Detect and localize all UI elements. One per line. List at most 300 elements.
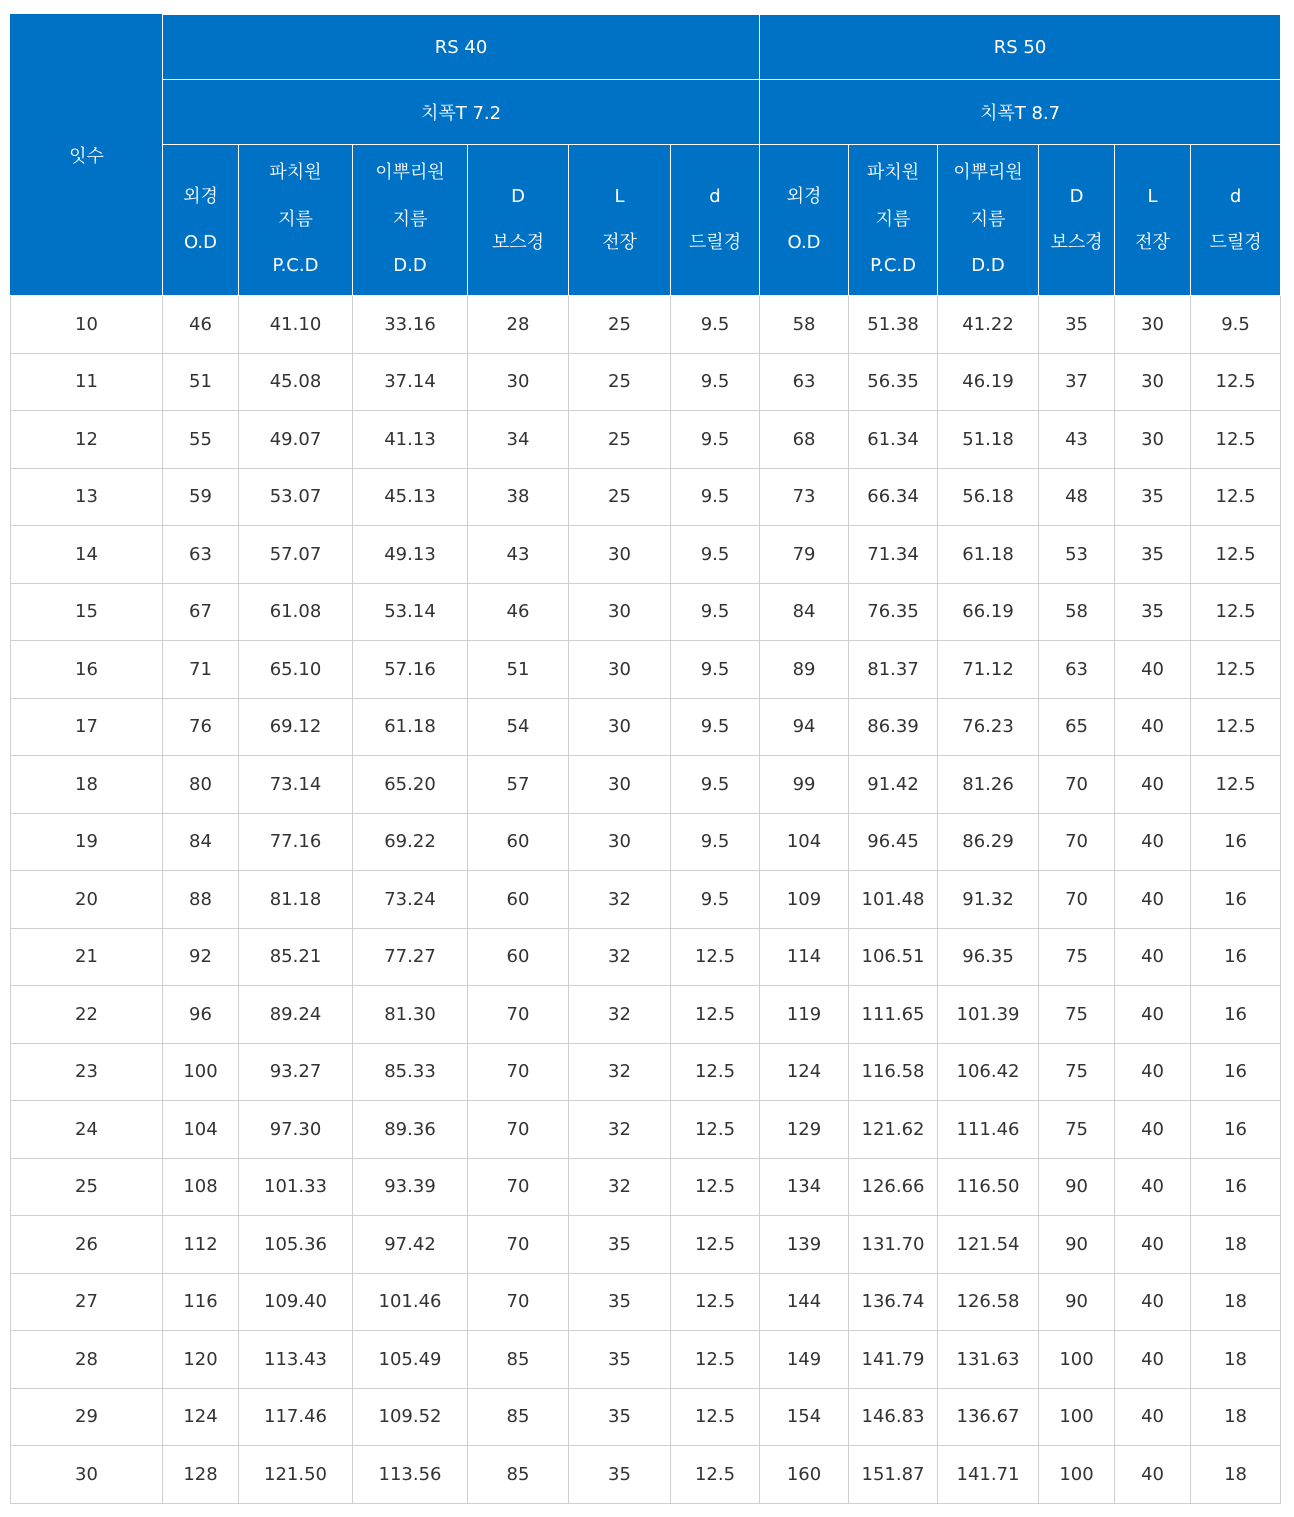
rs40-pitch-diameter-cell: 89.24 xyxy=(239,986,353,1044)
rs50-drill-diameter-cell: 12.5 xyxy=(1191,583,1281,641)
teeth-count-cell: 10 xyxy=(11,296,163,354)
table-row xyxy=(11,1158,1281,1216)
rs40-total-length-cell: 30 xyxy=(569,756,671,814)
table-row xyxy=(11,871,1281,929)
rs40-outer-diameter-cell: 84 xyxy=(163,813,239,871)
rs40-outer-diameter-cell: 63 xyxy=(163,526,239,584)
rs50-root-diameter-cell: 46.19 xyxy=(938,353,1039,411)
rs50-total-length-cell: 40 xyxy=(1115,641,1191,699)
rs50-outer-diameter-cell: 149 xyxy=(760,1331,849,1389)
rs40-pitch-diameter-cell: 57.07 xyxy=(239,526,353,584)
rs40-drill-diameter-cell: 9.5 xyxy=(671,813,760,871)
rs50-boss-diameter-cell: 65 xyxy=(1039,698,1115,756)
rs50-tooth-width-header: 치폭T 8.7 xyxy=(760,80,1281,145)
rs50-pitch-diameter-cell: 146.83 xyxy=(849,1388,938,1446)
rs50-outer-diameter-cell: 79 xyxy=(760,526,849,584)
rs40-root-diameter-cell: 101.46 xyxy=(353,1273,468,1331)
rs40-root-diameter-cell: 49.13 xyxy=(353,526,468,584)
rs40-total-length-cell: 35 xyxy=(569,1446,671,1504)
rs40-root-diameter-cell: 109.52 xyxy=(353,1388,468,1446)
rs50-root-diameter-cell: 106.42 xyxy=(938,1043,1039,1101)
rs40-total-length-cell: 32 xyxy=(569,871,671,929)
rs50-outer-diameter-cell: 73 xyxy=(760,468,849,526)
rs40-total-length-cell: 35 xyxy=(569,1216,671,1274)
rs50-boss-diameter-cell: 70 xyxy=(1039,813,1115,871)
rs50-root-diameter-cell: 101.39 xyxy=(938,986,1039,1044)
rs40-total-length-cell: 30 xyxy=(569,583,671,641)
table-row xyxy=(11,1446,1281,1504)
rs40-drill-diameter-cell: 9.5 xyxy=(671,871,760,929)
rs40-drill-diameter-cell: 12.5 xyxy=(671,1043,760,1101)
rs40-total-length-cell: 25 xyxy=(569,353,671,411)
rs50-outer-diameter-header: 외경 O.D xyxy=(760,145,849,296)
rs50-boss-diameter-cell: 58 xyxy=(1039,583,1115,641)
rs40-outer-diameter-cell: 92 xyxy=(163,928,239,986)
rs50-outer-diameter-cell: 58 xyxy=(760,296,849,354)
rs40-root-diameter-cell: 33.16 xyxy=(353,296,468,354)
rs50-total-length-cell: 35 xyxy=(1115,526,1191,584)
rs50-drill-diameter-cell: 12.5 xyxy=(1191,468,1281,526)
rs40-outer-diameter-cell: 104 xyxy=(163,1101,239,1159)
table-header xyxy=(11,15,1281,296)
rs50-drill-diameter-cell: 12.5 xyxy=(1191,698,1281,756)
rs40-root-diameter-cell: 93.39 xyxy=(353,1158,468,1216)
rs40-root-diameter-cell: 53.14 xyxy=(353,583,468,641)
table-row xyxy=(11,1216,1281,1274)
table-row xyxy=(11,813,1281,871)
rs40-outer-diameter-cell: 116 xyxy=(163,1273,239,1331)
rs50-total-length-cell: 40 xyxy=(1115,1273,1191,1331)
rs50-pitch-diameter-cell: 61.34 xyxy=(849,411,938,469)
rs40-drill-diameter-cell: 9.5 xyxy=(671,468,760,526)
rs40-outer-diameter-cell: 71 xyxy=(163,641,239,699)
rs40-pitch-diameter-cell: 65.10 xyxy=(239,641,353,699)
rs50-drill-diameter-cell: 12.5 xyxy=(1191,756,1281,814)
table-row xyxy=(11,641,1281,699)
rs40-pitch-diameter-cell: 81.18 xyxy=(239,871,353,929)
teeth-count-cell: 19 xyxy=(11,813,163,871)
rs40-root-diameter-cell: 113.56 xyxy=(353,1446,468,1504)
rs50-root-diameter-cell: 41.22 xyxy=(938,296,1039,354)
rs40-pitch-diameter-cell: 77.16 xyxy=(239,813,353,871)
rs40-root-diameter-cell: 41.13 xyxy=(353,411,468,469)
rs50-root-diameter-cell: 116.50 xyxy=(938,1158,1039,1216)
rs50-boss-diameter-cell: 48 xyxy=(1039,468,1115,526)
rs40-total-length-cell: 32 xyxy=(569,1158,671,1216)
table-row xyxy=(11,468,1281,526)
rs50-total-length-cell: 40 xyxy=(1115,1331,1191,1389)
rs40-drill-diameter-cell: 9.5 xyxy=(671,756,760,814)
rs40-total-length-cell: 30 xyxy=(569,526,671,584)
table-row xyxy=(11,353,1281,411)
rs50-drill-diameter-cell: 16 xyxy=(1191,1158,1281,1216)
rs40-pitch-diameter-cell: 73.14 xyxy=(239,756,353,814)
rs40-drill-diameter-cell: 12.5 xyxy=(671,1216,760,1274)
teeth-count-cell: 14 xyxy=(11,526,163,584)
rs40-drill-diameter-cell: 9.5 xyxy=(671,353,760,411)
table-row xyxy=(11,1388,1281,1446)
table-row xyxy=(11,928,1281,986)
rs40-total-length-cell: 30 xyxy=(569,698,671,756)
rs50-outer-diameter-cell: 154 xyxy=(760,1388,849,1446)
rs50-total-length-cell: 40 xyxy=(1115,871,1191,929)
table-row xyxy=(11,756,1281,814)
spec-table-container xyxy=(10,14,1280,1504)
rs40-pitch-diameter-cell: 117.46 xyxy=(239,1388,353,1446)
teeth-count-cell: 24 xyxy=(11,1101,163,1159)
rs50-root-diameter-cell: 141.71 xyxy=(938,1446,1039,1504)
teeth-count-cell: 12 xyxy=(11,411,163,469)
rs40-total-length-cell: 35 xyxy=(569,1273,671,1331)
rs50-outer-diameter-cell: 63 xyxy=(760,353,849,411)
rs50-total-length-cell: 40 xyxy=(1115,928,1191,986)
teeth-count-cell: 17 xyxy=(11,698,163,756)
rs40-boss-diameter-cell: 28 xyxy=(468,296,569,354)
teeth-count-cell: 11 xyxy=(11,353,163,411)
rs50-boss-diameter-cell: 90 xyxy=(1039,1273,1115,1331)
rs50-drill-diameter-header: d 드릴경 xyxy=(1191,145,1281,296)
rs50-total-length-cell: 40 xyxy=(1115,813,1191,871)
rs40-drill-diameter-cell: 9.5 xyxy=(671,526,760,584)
rs50-pitch-diameter-cell: 151.87 xyxy=(849,1446,938,1504)
rs50-outer-diameter-cell: 94 xyxy=(760,698,849,756)
table-row xyxy=(11,583,1281,641)
teeth-count-cell: 26 xyxy=(11,1216,163,1274)
rs50-pitch-diameter-cell: 126.66 xyxy=(849,1158,938,1216)
table-row xyxy=(11,526,1281,584)
rs50-total-length-cell: 40 xyxy=(1115,756,1191,814)
rs40-total-length-cell: 25 xyxy=(569,468,671,526)
rs40-pitch-diameter-cell: 41.10 xyxy=(239,296,353,354)
rs40-pitch-diameter-cell: 121.50 xyxy=(239,1446,353,1504)
rs50-boss-diameter-cell: 100 xyxy=(1039,1331,1115,1389)
table-row xyxy=(11,411,1281,469)
rs50-boss-diameter-cell: 63 xyxy=(1039,641,1115,699)
rs40-root-diameter-cell: 65.20 xyxy=(353,756,468,814)
rs40-boss-diameter-cell: 85 xyxy=(468,1388,569,1446)
rs40-outer-diameter-cell: 112 xyxy=(163,1216,239,1274)
rs50-root-diameter-cell: 76.23 xyxy=(938,698,1039,756)
rs40-outer-diameter-cell: 51 xyxy=(163,353,239,411)
rs40-pitch-diameter-cell: 97.30 xyxy=(239,1101,353,1159)
rs50-boss-diameter-cell: 90 xyxy=(1039,1158,1115,1216)
teeth-count-cell: 20 xyxy=(11,871,163,929)
rs50-outer-diameter-cell: 68 xyxy=(760,411,849,469)
rs50-boss-diameter-cell: 75 xyxy=(1039,1043,1115,1101)
rs50-root-diameter-cell: 51.18 xyxy=(938,411,1039,469)
rs50-outer-diameter-cell: 160 xyxy=(760,1446,849,1504)
rs50-boss-diameter-cell: 75 xyxy=(1039,928,1115,986)
rs40-boss-diameter-cell: 46 xyxy=(468,583,569,641)
rs50-outer-diameter-cell: 144 xyxy=(760,1273,849,1331)
rs40-outer-diameter-cell: 80 xyxy=(163,756,239,814)
rs40-total-length-cell: 30 xyxy=(569,641,671,699)
teeth-count-header: 잇수 xyxy=(11,15,163,296)
rs50-total-length-cell: 40 xyxy=(1115,1101,1191,1159)
rs40-drill-diameter-cell: 9.5 xyxy=(671,583,760,641)
rs40-drill-diameter-cell: 12.5 xyxy=(671,928,760,986)
rs40-boss-diameter-cell: 60 xyxy=(468,813,569,871)
rs40-outer-diameter-cell: 124 xyxy=(163,1388,239,1446)
teeth-count-cell: 29 xyxy=(11,1388,163,1446)
rs50-outer-diameter-cell: 109 xyxy=(760,871,849,929)
rs50-total-length-cell: 40 xyxy=(1115,1158,1191,1216)
rs40-boss-diameter-cell: 70 xyxy=(468,1101,569,1159)
rs50-outer-diameter-cell: 119 xyxy=(760,986,849,1044)
rs50-boss-diameter-cell: 70 xyxy=(1039,756,1115,814)
rs50-drill-diameter-cell: 12.5 xyxy=(1191,411,1281,469)
rs40-boss-diameter-cell: 70 xyxy=(468,1043,569,1101)
rs40-outer-diameter-cell: 67 xyxy=(163,583,239,641)
rs50-drill-diameter-cell: 18 xyxy=(1191,1388,1281,1446)
rs50-total-length-cell: 40 xyxy=(1115,1388,1191,1446)
rs50-drill-diameter-cell: 18 xyxy=(1191,1216,1281,1274)
rs40-drill-diameter-cell: 12.5 xyxy=(671,1158,760,1216)
rs40-outer-diameter-cell: 88 xyxy=(163,871,239,929)
rs50-drill-diameter-cell: 16 xyxy=(1191,813,1281,871)
rs40-boss-diameter-cell: 34 xyxy=(468,411,569,469)
rs50-total-length-cell: 40 xyxy=(1115,698,1191,756)
rs50-root-diameter-cell: 61.18 xyxy=(938,526,1039,584)
rs40-outer-diameter-cell: 100 xyxy=(163,1043,239,1101)
rs40-total-length-cell: 32 xyxy=(569,1101,671,1159)
rs50-outer-diameter-cell: 84 xyxy=(760,583,849,641)
rs40-total-length-cell: 25 xyxy=(569,411,671,469)
rs50-boss-diameter-cell: 43 xyxy=(1039,411,1115,469)
rs40-drill-diameter-cell: 9.5 xyxy=(671,698,760,756)
rs40-boss-diameter-cell: 60 xyxy=(468,928,569,986)
rs50-total-length-cell: 40 xyxy=(1115,1043,1191,1101)
rs50-root-diameter-cell: 81.26 xyxy=(938,756,1039,814)
rs40-boss-diameter-cell: 54 xyxy=(468,698,569,756)
rs40-boss-diameter-cell: 85 xyxy=(468,1331,569,1389)
rs40-pitch-diameter-cell: 85.21 xyxy=(239,928,353,986)
rs50-pitch-diameter-cell: 96.45 xyxy=(849,813,938,871)
rs50-pitch-diameter-cell: 66.34 xyxy=(849,468,938,526)
rs40-total-length-cell: 35 xyxy=(569,1331,671,1389)
rs50-outer-diameter-cell: 129 xyxy=(760,1101,849,1159)
rs40-pitch-diameter-cell: 49.07 xyxy=(239,411,353,469)
rs40-drill-diameter-header: d 드릴경 xyxy=(671,145,760,296)
rs50-drill-diameter-cell: 12.5 xyxy=(1191,641,1281,699)
teeth-count-cell: 18 xyxy=(11,756,163,814)
rs40-outer-diameter-cell: 59 xyxy=(163,468,239,526)
table-row xyxy=(11,1273,1281,1331)
rs50-root-diameter-cell: 91.32 xyxy=(938,871,1039,929)
rs50-pitch-diameter-cell: 106.51 xyxy=(849,928,938,986)
rs50-root-diameter-cell: 56.18 xyxy=(938,468,1039,526)
rs40-total-length-cell: 32 xyxy=(569,986,671,1044)
rs40-drill-diameter-cell: 12.5 xyxy=(671,1446,760,1504)
rs50-drill-diameter-cell: 12.5 xyxy=(1191,353,1281,411)
rs50-drill-diameter-cell: 12.5 xyxy=(1191,526,1281,584)
rs50-total-length-cell: 30 xyxy=(1115,296,1191,354)
rs40-pitch-diameter-cell: 69.12 xyxy=(239,698,353,756)
rs40-pitch-diameter-cell: 101.33 xyxy=(239,1158,353,1216)
rs50-root-diameter-cell: 71.12 xyxy=(938,641,1039,699)
rs50-root-diameter-cell: 66.19 xyxy=(938,583,1039,641)
rs40-boss-diameter-cell: 70 xyxy=(468,1216,569,1274)
rs40-pitch-diameter-header: 파치원 지름 P.C.D xyxy=(239,145,353,296)
rs50-root-diameter-cell: 121.54 xyxy=(938,1216,1039,1274)
rs40-drill-diameter-cell: 12.5 xyxy=(671,1273,760,1331)
rs40-pitch-diameter-cell: 113.43 xyxy=(239,1331,353,1389)
rs40-root-diameter-cell: 89.36 xyxy=(353,1101,468,1159)
teeth-count-cell: 16 xyxy=(11,641,163,699)
rs40-pitch-diameter-cell: 53.07 xyxy=(239,468,353,526)
rs40-total-length-cell: 35 xyxy=(569,1388,671,1446)
rs40-root-diameter-cell: 37.14 xyxy=(353,353,468,411)
rs50-total-length-cell: 40 xyxy=(1115,986,1191,1044)
rs50-group-header: RS 50 xyxy=(760,15,1281,80)
rs50-outer-diameter-cell: 114 xyxy=(760,928,849,986)
rs50-outer-diameter-cell: 124 xyxy=(760,1043,849,1101)
rs40-root-diameter-cell: 85.33 xyxy=(353,1043,468,1101)
teeth-count-cell: 30 xyxy=(11,1446,163,1504)
table-body xyxy=(11,296,1281,1504)
rs50-root-diameter-cell: 86.29 xyxy=(938,813,1039,871)
rs50-total-length-header: L 전장 xyxy=(1115,145,1191,296)
rs40-boss-diameter-cell: 70 xyxy=(468,986,569,1044)
rs50-root-diameter-cell: 111.46 xyxy=(938,1101,1039,1159)
teeth-count-cell: 13 xyxy=(11,468,163,526)
rs50-drill-diameter-cell: 16 xyxy=(1191,928,1281,986)
rs40-boss-diameter-cell: 38 xyxy=(468,468,569,526)
teeth-count-cell: 23 xyxy=(11,1043,163,1101)
rs40-root-diameter-cell: 105.49 xyxy=(353,1331,468,1389)
rs40-root-diameter-cell: 69.22 xyxy=(353,813,468,871)
rs40-drill-diameter-cell: 9.5 xyxy=(671,641,760,699)
rs40-pitch-diameter-cell: 109.40 xyxy=(239,1273,353,1331)
rs40-root-diameter-cell: 97.42 xyxy=(353,1216,468,1274)
rs50-root-diameter-cell: 126.58 xyxy=(938,1273,1039,1331)
rs40-total-length-cell: 25 xyxy=(569,296,671,354)
rs50-pitch-diameter-cell: 116.58 xyxy=(849,1043,938,1101)
rs50-total-length-cell: 40 xyxy=(1115,1216,1191,1274)
rs50-outer-diameter-cell: 139 xyxy=(760,1216,849,1274)
rs50-pitch-diameter-cell: 136.74 xyxy=(849,1273,938,1331)
rs40-drill-diameter-cell: 9.5 xyxy=(671,411,760,469)
rs50-pitch-diameter-cell: 91.42 xyxy=(849,756,938,814)
rs50-pitch-diameter-cell: 71.34 xyxy=(849,526,938,584)
rs50-drill-diameter-cell: 9.5 xyxy=(1191,296,1281,354)
rs40-outer-diameter-cell: 55 xyxy=(163,411,239,469)
rs40-total-length-header: L 전장 xyxy=(569,145,671,296)
rs40-root-diameter-header: 이뿌리원 지름 D.D xyxy=(353,145,468,296)
rs40-pitch-diameter-cell: 105.36 xyxy=(239,1216,353,1274)
rs50-boss-diameter-cell: 100 xyxy=(1039,1446,1115,1504)
table-row xyxy=(11,698,1281,756)
rs50-drill-diameter-cell: 18 xyxy=(1191,1446,1281,1504)
rs50-boss-diameter-cell: 75 xyxy=(1039,1101,1115,1159)
rs40-outer-diameter-cell: 96 xyxy=(163,986,239,1044)
table-row xyxy=(11,986,1281,1044)
rs40-drill-diameter-cell: 12.5 xyxy=(671,1388,760,1446)
rs40-root-diameter-cell: 73.24 xyxy=(353,871,468,929)
rs40-root-diameter-cell: 57.16 xyxy=(353,641,468,699)
rs40-boss-diameter-cell: 70 xyxy=(468,1158,569,1216)
rs40-total-length-cell: 32 xyxy=(569,928,671,986)
rs50-outer-diameter-cell: 89 xyxy=(760,641,849,699)
rs50-drill-diameter-cell: 16 xyxy=(1191,1043,1281,1101)
rs50-boss-diameter-header: D 보스경 xyxy=(1039,145,1115,296)
rs40-boss-diameter-cell: 85 xyxy=(468,1446,569,1504)
teeth-count-cell: 22 xyxy=(11,986,163,1044)
rs40-root-diameter-cell: 45.13 xyxy=(353,468,468,526)
rs50-outer-diameter-cell: 104 xyxy=(760,813,849,871)
rs50-boss-diameter-cell: 75 xyxy=(1039,986,1115,1044)
rs50-pitch-diameter-cell: 101.48 xyxy=(849,871,938,929)
rs50-drill-diameter-cell: 16 xyxy=(1191,871,1281,929)
table-row xyxy=(11,1043,1281,1101)
rs40-outer-diameter-cell: 120 xyxy=(163,1331,239,1389)
rs50-drill-diameter-cell: 18 xyxy=(1191,1331,1281,1389)
rs50-pitch-diameter-cell: 121.62 xyxy=(849,1101,938,1159)
table-row xyxy=(11,296,1281,354)
rs50-drill-diameter-cell: 18 xyxy=(1191,1273,1281,1331)
rs50-pitch-diameter-cell: 141.79 xyxy=(849,1331,938,1389)
rs40-outer-diameter-cell: 108 xyxy=(163,1158,239,1216)
rs40-boss-diameter-cell: 43 xyxy=(468,526,569,584)
table-row xyxy=(11,1331,1281,1389)
rs40-drill-diameter-cell: 12.5 xyxy=(671,1101,760,1159)
rs50-total-length-cell: 35 xyxy=(1115,583,1191,641)
rs50-outer-diameter-cell: 99 xyxy=(760,756,849,814)
rs50-pitch-diameter-cell: 131.70 xyxy=(849,1216,938,1274)
rs50-total-length-cell: 30 xyxy=(1115,353,1191,411)
rs50-pitch-diameter-header: 파치원 지름 P.C.D xyxy=(849,145,938,296)
rs50-root-diameter-cell: 96.35 xyxy=(938,928,1039,986)
rs50-pitch-diameter-cell: 111.65 xyxy=(849,986,938,1044)
rs50-outer-diameter-cell: 134 xyxy=(760,1158,849,1216)
rs40-drill-diameter-cell: 9.5 xyxy=(671,296,760,354)
rs40-root-diameter-cell: 81.30 xyxy=(353,986,468,1044)
teeth-count-cell: 21 xyxy=(11,928,163,986)
teeth-count-cell: 25 xyxy=(11,1158,163,1216)
rs40-boss-diameter-cell: 30 xyxy=(468,353,569,411)
rs50-root-diameter-cell: 136.67 xyxy=(938,1388,1039,1446)
rs50-root-diameter-cell: 131.63 xyxy=(938,1331,1039,1389)
rs40-total-length-cell: 30 xyxy=(569,813,671,871)
table-row xyxy=(11,1101,1281,1159)
rs50-boss-diameter-cell: 53 xyxy=(1039,526,1115,584)
rs40-outer-diameter-header: 외경 O.D xyxy=(163,145,239,296)
rs40-pitch-diameter-cell: 45.08 xyxy=(239,353,353,411)
teeth-count-cell: 28 xyxy=(11,1331,163,1389)
rs40-drill-diameter-cell: 12.5 xyxy=(671,1331,760,1389)
rs40-tooth-width-header: 치폭T 7.2 xyxy=(163,80,760,145)
rs40-group-header: RS 40 xyxy=(163,15,760,80)
teeth-count-cell: 15 xyxy=(11,583,163,641)
rs40-pitch-diameter-cell: 61.08 xyxy=(239,583,353,641)
rs50-pitch-diameter-cell: 76.35 xyxy=(849,583,938,641)
rs40-root-diameter-cell: 61.18 xyxy=(353,698,468,756)
teeth-count-cell: 27 xyxy=(11,1273,163,1331)
sprocket-spec-table xyxy=(10,14,1281,1504)
rs40-drill-diameter-cell: 12.5 xyxy=(671,986,760,1044)
rs50-boss-diameter-cell: 90 xyxy=(1039,1216,1115,1274)
rs50-pitch-diameter-cell: 86.39 xyxy=(849,698,938,756)
rs50-boss-diameter-cell: 35 xyxy=(1039,296,1115,354)
rs50-pitch-diameter-cell: 56.35 xyxy=(849,353,938,411)
rs50-total-length-cell: 40 xyxy=(1115,1446,1191,1504)
rs40-boss-diameter-header: D 보스경 xyxy=(468,145,569,296)
rs50-boss-diameter-cell: 70 xyxy=(1039,871,1115,929)
rs50-pitch-diameter-cell: 81.37 xyxy=(849,641,938,699)
rs40-total-length-cell: 32 xyxy=(569,1043,671,1101)
rs50-root-diameter-header: 이뿌리원 지름 D.D xyxy=(938,145,1039,296)
rs40-outer-diameter-cell: 46 xyxy=(163,296,239,354)
